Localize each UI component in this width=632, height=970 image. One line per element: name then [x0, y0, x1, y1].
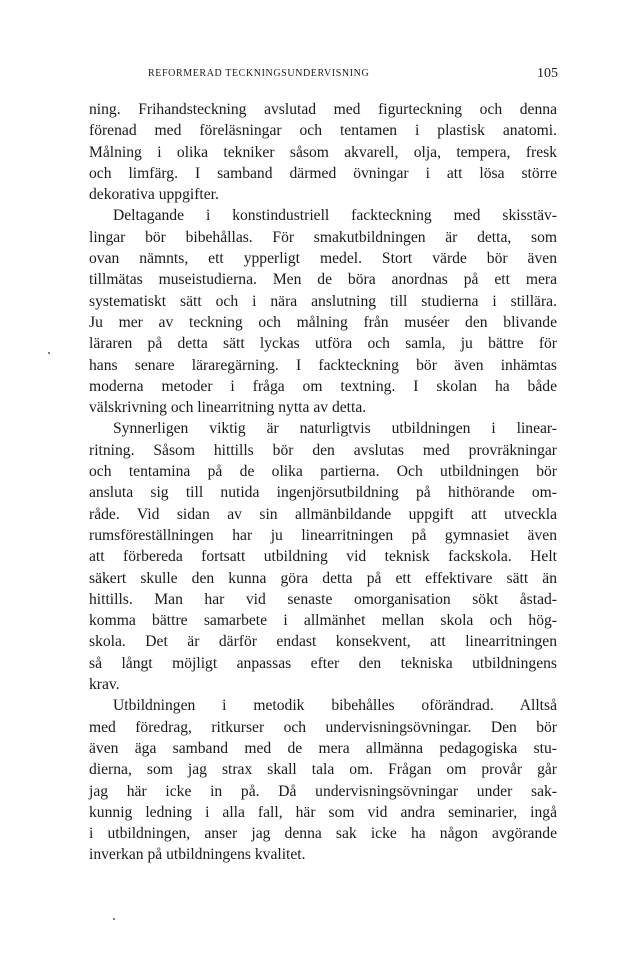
text-line: och tentamina på de olika partierna. Och utbildningen bör [89, 463, 557, 481]
paragraph [89, 695, 557, 865]
text-line: Deltagande i konstindustriell fackteckning med skisstäv- [113, 207, 557, 225]
running-head [90, 66, 558, 84]
text-line: skola. Det är därför endast konsekvent, att linearritningen [89, 633, 557, 651]
text-line: moderna metoder i fråga om textning. I skolan ha både [89, 377, 557, 395]
text-line: tillmätas museistudierna. Men de böra anordnas på ett mera [89, 271, 557, 289]
paragraph [89, 418, 557, 695]
text-line: även äga samband med de mera allmänna pedagogiska stu- [89, 739, 557, 757]
text-line: ning. Frihandsteckning avslutad med figurteckning och denna [89, 101, 557, 118]
text-line: krav. [89, 676, 120, 694]
running-title: REFORMERAD TECKNINGSUNDERVISNING [148, 68, 370, 79]
text-line: i utbildningen, anser jag denna sak icke ha någon avgörande [89, 825, 557, 843]
scan-speck [113, 918, 115, 920]
paragraph [89, 99, 557, 205]
text-line: Utbildningen i metodik bibehålles oförändrad. Alltså [113, 697, 557, 715]
page-number: 105 [537, 66, 558, 81]
text-line: säkert skulle den kunna göra detta på ett effektivare sätt än [89, 569, 557, 587]
text-line: Ju mer av teckning och målning från muséer den blivande [89, 313, 557, 331]
text-line: förenad med föreläsningar och tentamen i plastisk anatomi. [89, 122, 557, 140]
body-text [89, 99, 557, 866]
text-line: hans senare läraregärning. I fackteckning bör även inhämtas [89, 356, 557, 374]
text-line: läraren på detta sätt lyckas utföra och samla, ju bättre för [89, 335, 557, 353]
text-line: ovan nämnts, ett ypperligt medel. Stort värde bör även [89, 250, 557, 268]
text-line: systematiskt sätt och i nära anslutning till studierna i stillära. [89, 292, 557, 310]
text-line: att förbereda fortsatt utbildning vid teknisk fackskola. Helt [89, 548, 557, 566]
text-line: inverkan på utbildningens kvalitet. [89, 846, 306, 864]
text-line: rumsföreställningen har ju linearritningen på gymnasiet även [89, 526, 557, 544]
text-line: välskrivning och linearritning nytta av detta. [89, 399, 367, 417]
text-line: dierna, som jag strax skall tala om. Frågan om provår går [89, 761, 557, 779]
text-line: med föredrag, ritkurser och undervisningsövningar. Den bör [89, 718, 557, 736]
text-line: ritning. Såsom hittills bör den avslutas med provräkningar [89, 441, 557, 459]
text-line: lingar bör bibehållas. För smakutbildningen är detta, som [89, 228, 557, 246]
text-line: jag här icke in på. Då undervisningsövningar under sak- [89, 782, 557, 800]
text-line: komma bättre samarbete i allmänhet mellan skola och hög- [89, 612, 557, 630]
text-line: hittills. Man har vid senaste omorganisation sökt åstad- [89, 590, 557, 608]
text-line: så långt möjligt anpassas efter den tekniska utbildningens [89, 654, 557, 672]
paragraph [89, 205, 557, 418]
text-line: och limfärg. I samband därmed övningar i att lösa större [89, 164, 557, 182]
text-line: ansluta sig till nutida ingenjörsutbildning på hithörande om- [89, 484, 557, 502]
text-line: dekorativa uppgifter. [89, 186, 219, 204]
text-line: råde. Vid sidan av sin allmänbildande uppgift att utveckla [89, 505, 557, 523]
scan-speck [48, 352, 50, 354]
text-line: Synnerligen viktig är naturligtvis utbildningen i linear- [113, 420, 557, 438]
text-line: kunnig ledning i alla fall, här som vid andra seminarier, ingå [89, 803, 557, 821]
text-line: Målning i olika tekniker såsom akvarell, olja, tempera, fresk [89, 143, 557, 161]
